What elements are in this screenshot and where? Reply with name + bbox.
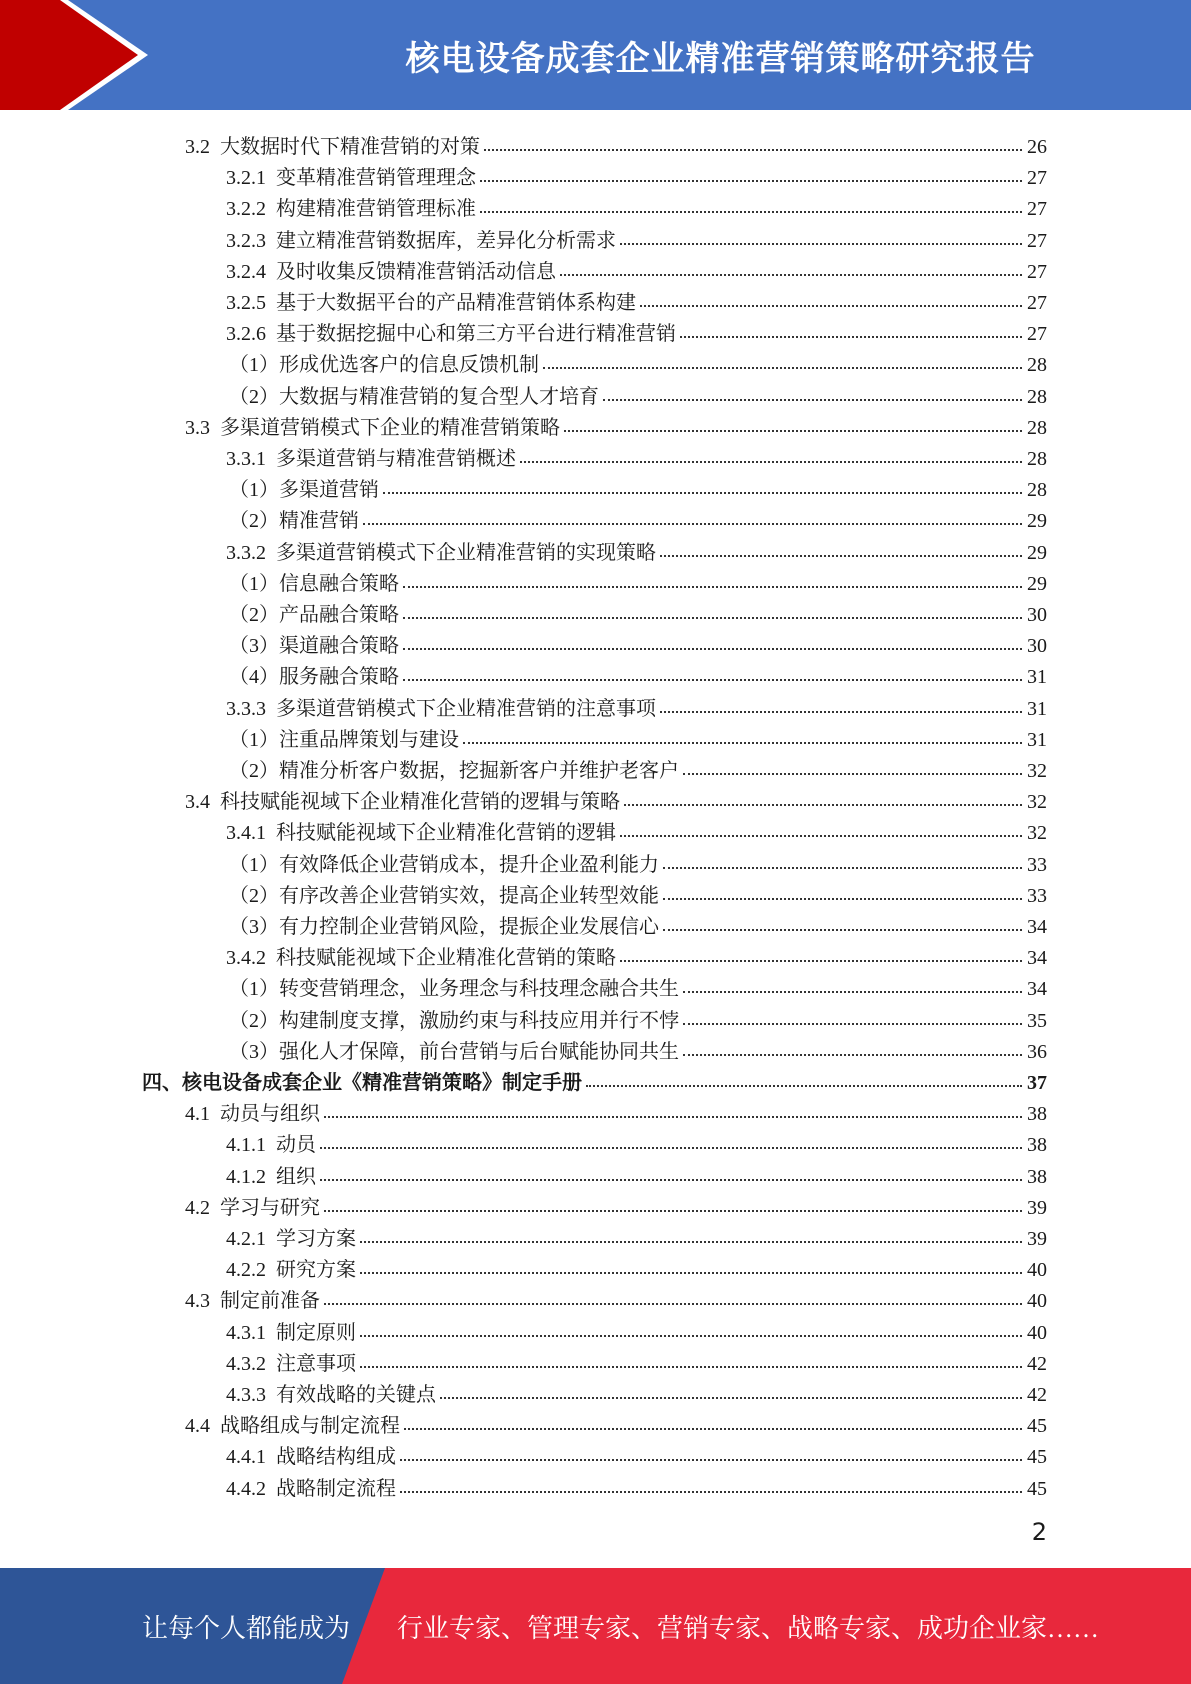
toc-page-number: 38 <box>1027 1134 1047 1157</box>
toc-entry-title: 科技赋能视域下企业精准化营销的策略 <box>276 947 616 970</box>
toc-entry[interactable] <box>0 128 1191 159</box>
toc-entry-title: 转变营销理念，业务理念与科技理念融合共生 <box>279 978 679 1001</box>
toc-entry-line <box>185 128 1047 159</box>
toc-entry-line <box>226 814 1047 845</box>
toc-page-number: 29 <box>1027 541 1047 564</box>
toc-entry-line <box>226 1314 1047 1345</box>
toc-entry-number: 4.3.2 <box>226 1352 276 1375</box>
toc-dot-leader <box>603 399 1022 401</box>
toc-entry[interactable] <box>0 1376 1191 1407</box>
toc-dot-leader <box>360 1241 1022 1243</box>
toc-page-number: 27 <box>1027 198 1047 221</box>
toc-entry[interactable] <box>0 534 1191 565</box>
toc-dot-leader <box>360 1335 1022 1337</box>
toc-page-number: 31 <box>1027 728 1047 751</box>
toc-entry-title: 多渠道营销模式下企业精准营销的注意事项 <box>276 697 656 720</box>
toc-entry-title: 构建制度支撑，激励约束与科技应用并行不悖 <box>279 1009 679 1032</box>
toc-entry[interactable] <box>0 939 1191 970</box>
toc-entry-line <box>226 1158 1047 1189</box>
toc-entry-title: 研究方案 <box>276 1259 356 1282</box>
toc-entry-number: 4.3 <box>185 1290 220 1313</box>
toc-entry-title: 大数据与精准营销的复合型人才培育 <box>279 385 599 408</box>
toc-entry-line <box>185 1095 1047 1126</box>
toc-entry-title: 战略组成与制定流程 <box>220 1415 400 1438</box>
toc-page-number: 33 <box>1027 853 1047 876</box>
page-number: 2 <box>1031 1518 1047 1546</box>
toc-entry-number: 4.3.1 <box>226 1321 276 1344</box>
toc-dot-leader <box>683 991 1022 993</box>
toc-entry-line <box>229 658 1047 689</box>
toc-entry-number: 3.2.1 <box>226 167 276 190</box>
toc-entry-title: 变革精准营销管理理念 <box>276 167 476 190</box>
toc-entry-number: 4.1.1 <box>226 1134 276 1157</box>
toc-dot-leader <box>663 867 1022 869</box>
toc-entry[interactable] <box>0 378 1191 409</box>
toc-dot-leader <box>660 711 1022 713</box>
toc-entry[interactable] <box>0 1064 1191 1095</box>
toc-entry[interactable] <box>0 159 1191 190</box>
toc-entry-line <box>226 1251 1047 1282</box>
toc-entry[interactable] <box>0 409 1191 440</box>
toc-entry-number: （1） <box>229 479 279 502</box>
toc-entry-title: 渠道融合策略 <box>279 635 399 658</box>
footer-slogan-right: 行业专家、管理专家、营销专家、战略专家、成功企业家…… <box>397 1613 1100 1643</box>
toc-dot-leader <box>586 1085 1022 1087</box>
toc-entry-line <box>226 315 1047 346</box>
toc-entry-title: 大数据时代下精准营销的对策 <box>220 136 480 158</box>
toc-page-number: 38 <box>1027 1103 1047 1126</box>
toc-entry[interactable] <box>0 1407 1191 1438</box>
toc-page-number: 27 <box>1027 260 1047 283</box>
toc-page-number: 45 <box>1027 1415 1047 1438</box>
toc-entry-title: 核电设备成套企业《精准营销策略》制定手册 <box>182 1072 582 1094</box>
toc-dot-leader <box>404 1428 1022 1430</box>
toc-entry-number: 3.3.3 <box>226 697 276 720</box>
toc-entry-line <box>185 1189 1047 1220</box>
toc-dot-leader <box>683 1054 1022 1056</box>
toc-entry[interactable] <box>0 315 1191 346</box>
toc-entry[interactable] <box>0 846 1191 877</box>
toc-dot-leader <box>680 336 1022 338</box>
toc-entry[interactable] <box>0 1314 1191 1345</box>
toc-entry-title: 信息融合策略 <box>279 572 399 595</box>
toc-page-number: 39 <box>1027 1228 1047 1250</box>
toc-entry-title: 制定原则 <box>276 1321 356 1344</box>
toc-entry-number: （1） <box>229 978 279 1001</box>
toc-entry-number: 4.4.2 <box>226 1477 276 1500</box>
toc-page-number: 40 <box>1027 1321 1047 1344</box>
toc-entry[interactable] <box>0 1282 1191 1313</box>
toc-entry-line <box>226 939 1047 970</box>
toc-entry-line <box>226 1438 1047 1469</box>
toc-entry-title: 基于数据挖掘中心和第三方平台进行精准营销 <box>276 323 676 346</box>
toc-entry-title: 有力控制企业营销风险，提振企业发展信心 <box>279 916 659 938</box>
toc-page-number: 40 <box>1027 1290 1047 1313</box>
toc-entry-line <box>226 1126 1047 1157</box>
toc-page-number: 37 <box>1027 1072 1047 1094</box>
toc-entry[interactable] <box>0 814 1191 845</box>
toc-entry-line <box>226 690 1047 721</box>
toc-entry[interactable] <box>0 502 1191 533</box>
toc-dot-leader <box>400 1491 1022 1493</box>
header-title: 核电设备成套企业精准营销策略研究报告 <box>405 38 1036 79</box>
toc-dot-leader <box>520 461 1022 463</box>
toc-entry-line <box>229 752 1047 783</box>
toc-entry[interactable] <box>0 190 1191 221</box>
toc-page-number: 32 <box>1027 760 1047 782</box>
toc-entry-line <box>185 1407 1047 1438</box>
toc-dot-leader <box>640 305 1022 307</box>
toc-entry-title: 构建精准营销管理标准 <box>276 198 476 221</box>
toc-entry[interactable] <box>0 1158 1191 1189</box>
toc-dot-leader <box>320 1147 1022 1149</box>
toc-dot-leader <box>324 1303 1022 1305</box>
toc-entry-title: 注重品牌策划与建设 <box>279 728 459 751</box>
toc-dot-leader <box>320 1179 1022 1181</box>
toc-entry-title: 多渠道营销 <box>279 479 379 502</box>
toc-entry[interactable] <box>0 1470 1191 1501</box>
toc-page-number: 39 <box>1027 1196 1047 1219</box>
toc-page-number: 28 <box>1027 416 1047 439</box>
toc-entry-line <box>226 1345 1047 1376</box>
toc-entry[interactable] <box>0 346 1191 377</box>
toc-dot-leader <box>620 243 1022 245</box>
toc-entry[interactable] <box>0 1033 1191 1064</box>
toc-page-number: 45 <box>1027 1477 1047 1500</box>
toc-entry-title: 动员与组织 <box>220 1103 320 1126</box>
toc-entry-number: 4.2 <box>185 1196 220 1219</box>
toc-entry-number: 4.1.2 <box>226 1165 276 1188</box>
toc-entry[interactable] <box>0 284 1191 315</box>
toc-entry[interactable] <box>0 1220 1191 1251</box>
toc-page-number: 40 <box>1027 1259 1047 1282</box>
toc-page-number: 35 <box>1027 1009 1047 1032</box>
toc-entry-number: （2） <box>229 385 279 408</box>
toc-entry-number: 3.2.5 <box>226 292 276 314</box>
toc-entry-title: 有效降低企业营销成本，提升企业盈利能力 <box>279 853 659 876</box>
toc-entry-title: 强化人才保障，前台营销与后台赋能协同共生 <box>279 1040 679 1063</box>
toc-dot-leader <box>543 367 1022 369</box>
toc-entry-number: 4.2.1 <box>226 1228 276 1250</box>
toc-entry-number: 3.3.1 <box>226 448 276 470</box>
toc-entry-title: 建立精准营销数据库，差异化分析需求 <box>276 229 616 252</box>
toc-entry[interactable] <box>0 752 1191 783</box>
toc-entry[interactable] <box>0 253 1191 284</box>
toc-entry-line <box>226 1220 1047 1251</box>
toc-page-number: 32 <box>1027 822 1047 845</box>
toc-entry-number: 4.1 <box>185 1103 220 1126</box>
toc-entry-number: 3.2.3 <box>226 229 276 252</box>
toc-entry-line <box>229 502 1047 533</box>
footer-slogan-left: 让每个人都能成为 <box>142 1613 351 1643</box>
toc-dot-leader <box>564 430 1022 432</box>
toc-entry-number: 3.4 <box>185 791 220 814</box>
header-arrow-decoration <box>0 0 160 110</box>
toc-entry-title: 有序改善企业营销实效，提高企业转型效能 <box>279 884 659 907</box>
toc-page-number: 33 <box>1027 884 1047 907</box>
toc-entry-title: 制定前准备 <box>220 1290 320 1313</box>
toc-page-number: 28 <box>1027 448 1047 470</box>
toc-dot-leader <box>480 211 1022 213</box>
toc-dot-leader <box>360 1272 1022 1274</box>
toc-entry-number: 3.2.6 <box>226 323 276 346</box>
toc-dot-leader <box>683 773 1022 775</box>
toc-entry-line <box>226 440 1047 471</box>
toc-entry-number: 4.4 <box>185 1415 220 1438</box>
toc-entry-number: 3.2.2 <box>226 198 276 221</box>
toc-entry-line <box>229 846 1047 877</box>
toc-dot-leader <box>484 149 1022 151</box>
toc-page-number: 42 <box>1027 1352 1047 1375</box>
toc-entry[interactable] <box>0 877 1191 908</box>
toc-entry-number: （3） <box>229 1040 279 1063</box>
toc-entry-number: 3.4.2 <box>226 947 276 970</box>
toc-entry-number: 3.4.1 <box>226 822 276 845</box>
toc-dot-leader <box>560 274 1022 276</box>
toc-entry-number: （1） <box>229 853 279 876</box>
toc-entry-title: 学习方案 <box>276 1228 356 1250</box>
toc-entry-number: （2） <box>229 510 279 533</box>
toc-entry-number: 4.4.1 <box>226 1446 276 1469</box>
toc-entry-title: 科技赋能视域下企业精准化营销的逻辑 <box>276 822 616 845</box>
toc-entry-number: 4.2.2 <box>226 1259 276 1282</box>
toc-entry-title: 及时收集反馈精准营销活动信息 <box>276 260 556 283</box>
toc-page-number: 45 <box>1027 1446 1047 1469</box>
toc-dot-leader <box>440 1397 1022 1399</box>
toc-dot-leader <box>683 1023 1022 1025</box>
toc-entry-line <box>229 970 1047 1001</box>
toc-page-number: 27 <box>1027 229 1047 252</box>
toc-dot-leader <box>463 742 1022 744</box>
toc-entry-title: 战略制定流程 <box>276 1477 396 1500</box>
toc-entry-number: （1） <box>229 354 279 377</box>
toc-entry-line <box>229 1033 1047 1064</box>
toc-entry[interactable] <box>0 721 1191 752</box>
toc-entry[interactable] <box>0 908 1191 939</box>
toc-entry-number: 3.2 <box>185 136 220 158</box>
toc-entry-number: （1） <box>229 572 279 595</box>
toc-entry-title: 基于大数据平台的产品精准营销体系构建 <box>276 292 636 314</box>
toc-dot-leader <box>403 617 1022 619</box>
toc-page-number: 28 <box>1027 385 1047 408</box>
toc-entry[interactable] <box>0 658 1191 689</box>
toc-dot-leader <box>663 929 1022 931</box>
toc-entry-number: 3.2.4 <box>226 260 276 283</box>
toc-entry-line <box>229 721 1047 752</box>
toc-entry-number: （1） <box>229 728 279 751</box>
toc-entry-line <box>226 253 1047 284</box>
toc-entry-line <box>229 346 1047 377</box>
toc-entry[interactable] <box>0 565 1191 596</box>
toc-entry-title: 精准营销 <box>279 510 359 533</box>
toc-entry-title: 多渠道营销模式下企业的精准营销策略 <box>220 416 560 439</box>
toc-page-number: 42 <box>1027 1384 1047 1406</box>
toc-entry[interactable] <box>0 471 1191 502</box>
toc-entry[interactable] <box>0 1345 1191 1376</box>
toc-entry-title: 精准分析客户数据，挖掘新客户并维护老客户 <box>279 760 679 782</box>
toc-page-number: 29 <box>1027 510 1047 533</box>
toc-entry[interactable] <box>0 1002 1191 1033</box>
toc-entry-line <box>229 378 1047 409</box>
toc-page-number: 32 <box>1027 791 1047 814</box>
toc-entry[interactable] <box>0 1438 1191 1469</box>
toc-entry-line <box>229 877 1047 908</box>
toc-entry-title: 学习与研究 <box>220 1196 320 1219</box>
toc-dot-leader <box>403 586 1022 588</box>
toc-dot-leader <box>660 555 1022 557</box>
toc-page-number: 34 <box>1027 978 1047 1001</box>
toc-entry-number: 3.3.2 <box>226 541 276 564</box>
toc-dot-leader <box>403 679 1022 681</box>
toc-entry-number: 4.3.3 <box>226 1384 276 1406</box>
toc-entry-number: （2） <box>229 884 279 907</box>
toc-page-number: 29 <box>1027 572 1047 595</box>
toc-entry[interactable] <box>0 1189 1191 1220</box>
toc-page-number: 28 <box>1027 479 1047 502</box>
toc-entry-number: （2） <box>229 1009 279 1032</box>
toc-entry-line <box>226 1470 1047 1501</box>
toc-dot-leader <box>324 1116 1022 1118</box>
toc-entry-title: 组织 <box>276 1165 316 1188</box>
toc-entry[interactable] <box>0 783 1191 814</box>
toc-dot-leader <box>620 835 1022 837</box>
toc-entry-line <box>229 1002 1047 1033</box>
toc-entry-line <box>229 596 1047 627</box>
toc-page-number: 30 <box>1027 604 1047 626</box>
toc-entry-line <box>226 1376 1047 1407</box>
toc-dot-leader <box>363 523 1022 525</box>
toc-entry-number: （4） <box>229 666 279 689</box>
toc-dot-leader <box>403 648 1022 650</box>
toc-page-number: 31 <box>1027 666 1047 689</box>
toc-dot-leader <box>324 1210 1022 1212</box>
toc-entry-line <box>226 284 1047 315</box>
toc-entry[interactable] <box>0 627 1191 658</box>
toc-entry-line <box>226 190 1047 221</box>
toc-entry-line <box>229 627 1047 658</box>
toc-entry-number: （3） <box>229 635 279 658</box>
toc-entry[interactable] <box>0 970 1191 1001</box>
toc-entry[interactable] <box>0 690 1191 721</box>
toc-entry-line <box>226 222 1047 253</box>
toc-entry-line <box>226 159 1047 190</box>
toc-entry-title: 有效战略的关键点 <box>276 1384 436 1406</box>
toc-entry-line <box>185 783 1047 814</box>
toc-entry[interactable] <box>0 1095 1191 1126</box>
toc-entry-title: 注意事项 <box>276 1352 356 1375</box>
toc-page-number: 30 <box>1027 635 1047 658</box>
toc-dot-leader <box>663 898 1022 900</box>
toc-entry[interactable] <box>0 440 1191 471</box>
page-header <box>0 0 1191 110</box>
toc-entry-title: 战略结构组成 <box>276 1446 396 1469</box>
toc-entry[interactable] <box>0 222 1191 253</box>
toc-entry-number: （2） <box>229 604 279 626</box>
toc-entry-line <box>142 1064 1047 1095</box>
page-footer <box>0 1568 1191 1684</box>
toc-page-number: 34 <box>1027 947 1047 970</box>
toc-page-number: 27 <box>1027 323 1047 346</box>
toc-entry-line <box>185 409 1047 440</box>
toc-dot-leader <box>624 804 1022 806</box>
toc-page-number: 31 <box>1027 697 1047 720</box>
toc-dot-leader <box>400 1459 1022 1461</box>
toc-page-number: 34 <box>1027 916 1047 938</box>
toc-entry-title: 形成优选客户的信息反馈机制 <box>279 354 539 377</box>
toc-page-number: 28 <box>1027 354 1047 377</box>
toc-entry-title: 产品融合策略 <box>279 604 399 626</box>
toc-page-number: 27 <box>1027 292 1047 314</box>
toc-entry-number: 四、 <box>142 1072 182 1094</box>
toc-entry-number: （3） <box>229 916 279 938</box>
toc-entry-number: （2） <box>229 760 279 782</box>
toc-page-number: 26 <box>1027 136 1047 158</box>
toc-entry-title: 多渠道营销模式下企业精准营销的实现策略 <box>276 541 656 564</box>
toc-entry-title: 科技赋能视域下企业精准化营销的逻辑与策略 <box>220 791 620 814</box>
toc-page-number: 27 <box>1027 167 1047 190</box>
toc-dot-leader <box>620 960 1022 962</box>
toc-entry-title: 服务融合策略 <box>279 666 399 689</box>
toc-entry-line <box>229 565 1047 596</box>
toc-entry-title: 多渠道营销与精准营销概述 <box>276 448 516 470</box>
toc-entry-title: 动员 <box>276 1134 316 1157</box>
toc-dot-leader <box>360 1366 1022 1368</box>
toc-page-number: 38 <box>1027 1165 1047 1188</box>
toc-entry-line <box>229 471 1047 502</box>
toc-entry-line <box>185 1282 1047 1313</box>
toc-entry[interactable] <box>0 596 1191 627</box>
toc-entry-line <box>226 534 1047 565</box>
toc-dot-leader <box>383 492 1022 494</box>
toc-page-number: 36 <box>1027 1040 1047 1063</box>
toc-entry[interactable] <box>0 1126 1191 1157</box>
toc-entry-line <box>229 908 1047 939</box>
toc-entry[interactable] <box>0 1251 1191 1282</box>
toc-dot-leader <box>480 180 1022 182</box>
toc-entry-number: 3.3 <box>185 416 220 439</box>
